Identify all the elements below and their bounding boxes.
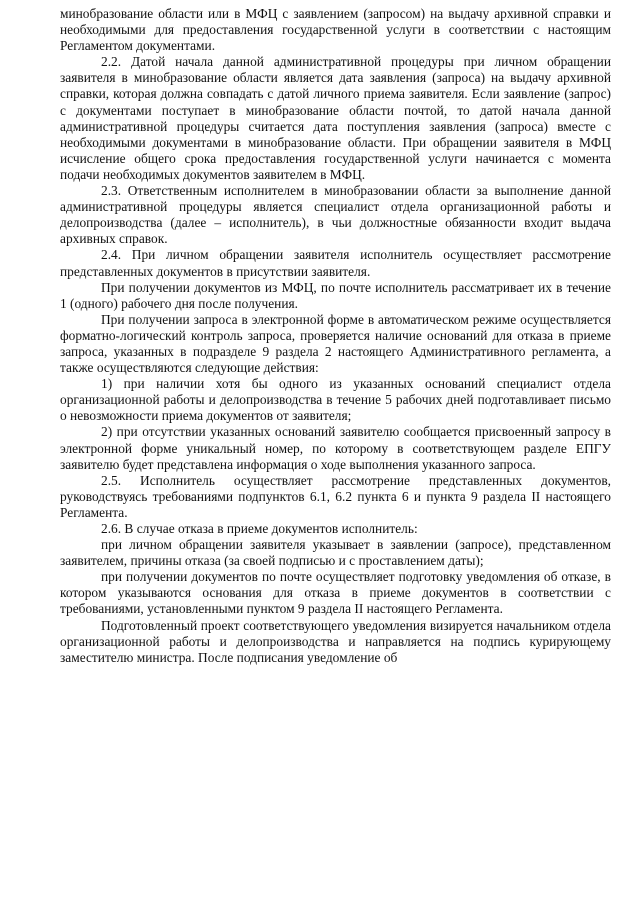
paragraph-2-6: 2.6. В случае отказа в приеме документов исполнитель: <box>101 521 418 536</box>
paragraph-2-5: 2.5. Исполнитель осуществляет рассмотрение представленных документов, руководствуясь требованиями подпунктов 6.1, 6.2 пункта 6 и пункта 9 раздела II настоящего Регламента. <box>60 472 611 520</box>
paragraph-draft-notice: Подготовленный проект соответствующего уведомления визируется начальником отдела организационной работы и делопроизводства и направляется на подпись курирующему заместителю министра. После подписания уведомление об <box>60 617 611 665</box>
paragraph-electronic-request: При получении запроса в электронной форме в автоматическом режиме осуществляется форматно-логический контроль запроса, проверяется наличие оснований для отказа в приеме запроса, указанных в подразделе 9 раздела 2 настоящего Административного регламента, а также осуществляются следующие действия: <box>60 311 611 376</box>
paragraph-mfc-mail: При получении документов из МФЦ, по почте исполнитель рассматривает их в течение 1 (одного) рабочего дня после получения. <box>60 279 611 311</box>
paragraph-mail-refusal: при получении документов по почте осуществляет подготовку уведомления об отказе, в котором указываются основания для отказа в приеме документов в соответствии с требованиями, установленными пунктом 9 раздела II настоящего Регламента. <box>60 569 611 617</box>
document-body <box>60 6 611 666</box>
list-item-2: 2) при отсутствии указанных оснований заявителю сообщается присвоенный запросу в электронной форме уникальный номер, по которому в соответствующем разделе ЕПГУ заявителю будет представлена информация о ходе выполнения указанного запроса. <box>60 424 611 472</box>
paragraph-intro-continuation: минобразование области или в МФЦ с заявлением (запросом) на выдачу архивной справки и необходимыми для предоставления государственной услуги в соответствии с настоящим Регламентом документами. <box>60 6 611 54</box>
paragraph-2-2: 2.2. Датой начала данной административной процедуры при личном обращении заявителя в минобразование области является дата заявления (запроса) на выдачу архивной справки, которая должна совпадать с датой личного приема заявителя. Если заявление (запрос) с документами поступает в минобразование области почтой, то датой начала данной административной процедуры считается дата поступления заявления (запроса) вместе с необходимыми документами в минобразование области. При обращении заявителя в МФЦ исчисление общего срока предоставления государственной услуги начинается с момента подачи необходимых документов заявителем в МФЦ. <box>60 54 611 182</box>
paragraph-2-4: 2.4. При личном обращении заявителя исполнитель осуществляет рассмотрение представленных документов в присутствии заявителя. <box>60 247 611 279</box>
paragraph-personal-refusal: при личном обращении заявителя указывает в заявлении (запросе), представленном заявителем, причины отказа (за своей подписью и с проставлением даты); <box>60 537 611 569</box>
list-item-1: 1) при наличии хотя бы одного из указанных оснований специалист отдела организационной работы и делопроизводства в течение 5 рабочих дней подготавливает письмо о невозможности приема документов от заявителя; <box>60 376 611 424</box>
paragraph-2-3: 2.3. Ответственным исполнителем в минобразовании области за выполнение данной административной процедуры является специалист отдела организационной работы и делопроизводства (далее – исполнитель), в чьи должностные обязанности входит выдача архивных справок. <box>60 183 611 247</box>
